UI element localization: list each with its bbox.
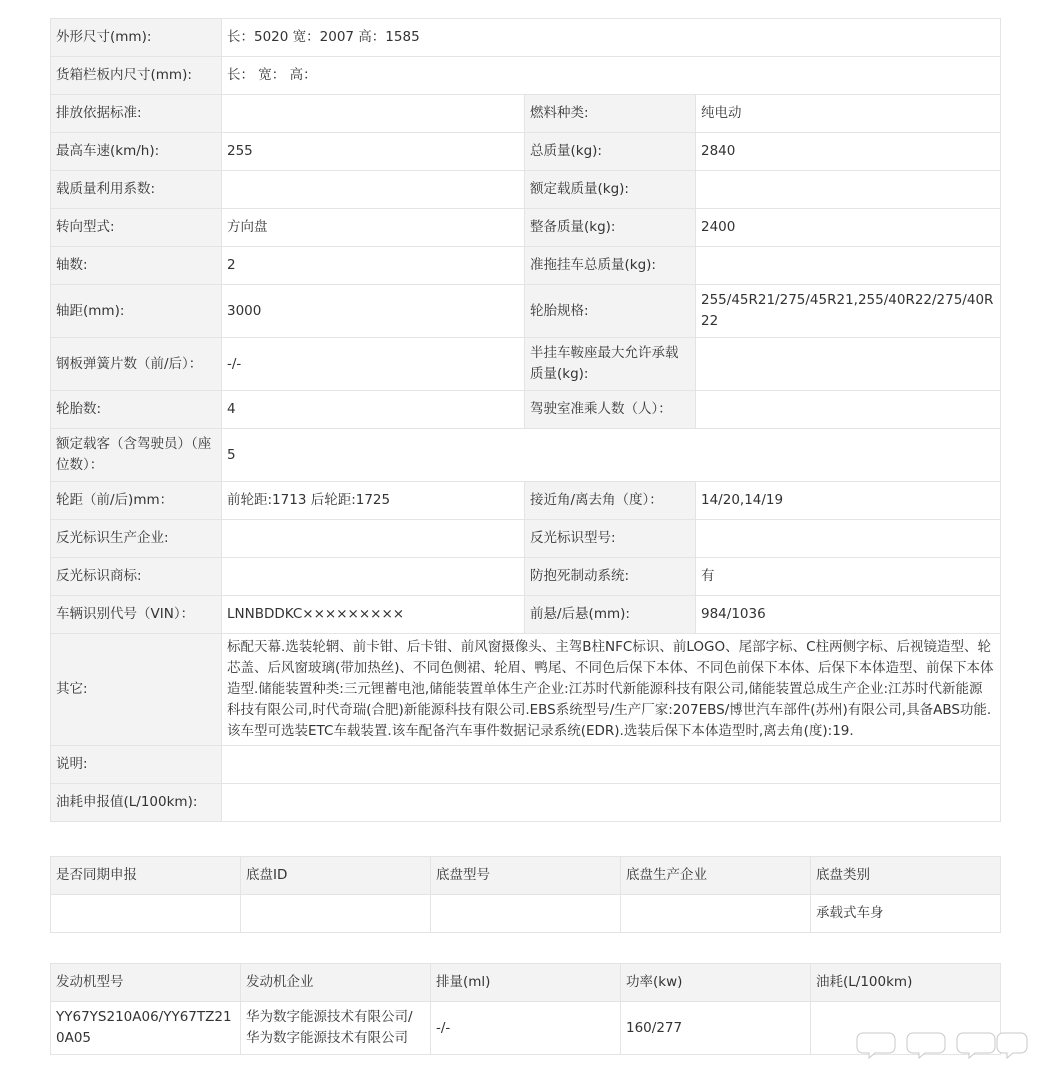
chassis-table — [50, 856, 1001, 933]
chassis-cell — [621, 895, 811, 933]
max-speed-value: 255 — [222, 133, 525, 171]
steering-value: 方向盘 — [222, 209, 525, 247]
fuel-cons-label: 油耗申报值(L/100km): — [51, 784, 222, 822]
chassis-cell — [51, 895, 241, 933]
track-value: 前轮距:1713 后轮距:1725 — [222, 482, 525, 520]
spec-row — [51, 171, 1001, 209]
spec-row — [51, 209, 1001, 247]
overhang-value: 984/1036 — [696, 596, 1001, 634]
max-speed-label: 最高车速(km/h): — [51, 133, 222, 171]
chassis-cell: 承载式车身 — [811, 895, 1001, 933]
refl-model-label: 反光标识型号: — [525, 520, 696, 558]
rated-pass-label: 额定载客（含驾驶员）（座位数）： — [51, 429, 222, 482]
chassis-header-cell: 底盘型号 — [431, 857, 621, 895]
refl-brand-label: 反光标识商标: — [51, 558, 222, 596]
spec-row — [51, 482, 1001, 520]
abs-value: 有 — [696, 558, 1001, 596]
emission-std-label: 排放依据标准: — [51, 95, 222, 133]
tire-count-label: 轮胎数: — [51, 391, 222, 429]
rated-pass-value: 5 — [222, 429, 1001, 482]
abs-label: 防抱死制动系统: — [525, 558, 696, 596]
emission-std-value — [222, 95, 525, 133]
angles-value: 14/20,14/19 — [696, 482, 1001, 520]
chassis-header-cell: 底盘类别 — [811, 857, 1001, 895]
refl-maker-label: 反光标识生产企业: — [51, 520, 222, 558]
spec-row — [51, 133, 1001, 171]
total-mass-label: 总质量(kg): — [525, 133, 696, 171]
spec-row — [51, 520, 1001, 558]
rated-load-value — [696, 171, 1001, 209]
leaf-springs-value: -/- — [222, 338, 525, 391]
total-mass-value: 2840 — [696, 133, 1001, 171]
table-row — [51, 895, 1001, 933]
curb-mass-label: 整备质量(kg): — [525, 209, 696, 247]
steering-label: 转向型式: — [51, 209, 222, 247]
dimensions-value: 长：5020 宽：2007 高：1585 — [222, 19, 1001, 57]
watermark-icon — [853, 1027, 1033, 1061]
cargo-dims-value: 长： 宽： 高： — [222, 57, 1001, 95]
spec-row — [51, 95, 1001, 133]
spec-row — [51, 285, 1001, 338]
refl-maker-value — [222, 520, 525, 558]
leaf-springs-label: 钢板弹簧片数（前/后）： — [51, 338, 222, 391]
engine-header-cell: 油耗(L/100km) — [811, 964, 1001, 1002]
saddle-load-value — [696, 338, 1001, 391]
spec-row — [51, 429, 1001, 482]
engine-header-cell: 发动机型号 — [51, 964, 241, 1002]
chassis-header-cell: 是否同期申报 — [51, 857, 241, 895]
saddle-load-label: 半挂车鞍座最大允许承载质量(kg): — [525, 338, 696, 391]
angles-label: 接近角/离去角（度）： — [525, 482, 696, 520]
wheelbase-value: 3000 — [222, 285, 525, 338]
spec-row-cargo-dims — [51, 57, 1001, 95]
rated-load-label: 额定载质量(kg): — [525, 171, 696, 209]
spec-row-fuel-cons — [51, 784, 1001, 822]
tire-spec-label: 轮胎规格: — [525, 285, 696, 338]
refl-model-value — [696, 520, 1001, 558]
dimensions-label: 外形尺寸(mm): — [51, 19, 222, 57]
engine-cell: 160/277 — [621, 1002, 811, 1055]
tire-spec-value: 255/45R21/275/45R21,255/40R22/275/40R22 — [696, 285, 1001, 338]
chassis-cell — [431, 895, 621, 933]
trailer-mass-label: 准拖挂车总质量(kg): — [525, 247, 696, 285]
load-util-label: 载质量利用系数: — [51, 171, 222, 209]
other-label: 其它: — [51, 634, 222, 746]
axles-label: 轴数: — [51, 247, 222, 285]
chassis-header-cell: 底盘ID — [241, 857, 431, 895]
vin-value: LNNBDDKC××××××××× — [222, 596, 525, 634]
notes-label: 说明: — [51, 746, 222, 784]
spec-row-notes — [51, 746, 1001, 784]
spec-row — [51, 558, 1001, 596]
spec-row-other — [51, 634, 1001, 746]
engine-cell: -/- — [431, 1002, 621, 1055]
vin-label: 车辆识别代号（VIN）： — [51, 596, 222, 634]
other-value: 标配天幕.选装轮辋、前卡钳、后卡钳、前风窗摄像头、主驾B柱NFC标识、前LOGO、尾部字标、C柱两侧字标、后视镜造型、轮芯盖、后风窗玻璃(带加热丝)、不同色侧裙、轮眉、鸭尾、不同色后保下本体、不同色前保下本体、后保下本体造型、前保下本体造型.储能装置种类:三元锂蓄电池,储能装置单体生产企业:江苏时代新能源科技有限公司,储能装置总成生产企业:江苏时代新能源科技有限公司,时代奇瑞(合肥)新能源科技有限公司.EBS系统型号/生产厂家:207EBS/博世汽车部件(苏州)有限公司,具备ABS功能.该车型可选装ETC车载装置.该车配备汽车事件数据记录系统(EDR).选装后保下本体造型时,离去角(度):19. — [222, 634, 1001, 746]
overhang-label: 前悬/后悬(mm): — [525, 596, 696, 634]
engine-cell: YY67YS210A06/YY67TZ210A05 — [51, 1002, 241, 1055]
fuel-type-value: 纯电动 — [696, 95, 1001, 133]
trailer-mass-value — [696, 247, 1001, 285]
chassis-header-row — [51, 857, 1001, 895]
engine-header-row — [51, 964, 1001, 1002]
spec-row — [51, 391, 1001, 429]
notes-value — [222, 746, 1001, 784]
fuel-type-label: 燃料种类: — [525, 95, 696, 133]
spec-row — [51, 596, 1001, 634]
wheelbase-label: 轴距(mm): — [51, 285, 222, 338]
load-util-value — [222, 171, 525, 209]
cab-seats-value — [696, 391, 1001, 429]
engine-header-cell: 排量(ml) — [431, 964, 621, 1002]
vehicle-spec-table — [50, 18, 1001, 822]
spec-row — [51, 247, 1001, 285]
chassis-cell — [241, 895, 431, 933]
engine-cell: 华为数字能源技术有限公司/华为数字能源技术有限公司 — [241, 1002, 431, 1055]
track-label: 轮距（前/后)mm： — [51, 482, 222, 520]
chassis-header-cell: 底盘生产企业 — [621, 857, 811, 895]
tire-count-value: 4 — [222, 391, 525, 429]
cab-seats-label: 驾驶室准乘人数（人）： — [525, 391, 696, 429]
refl-brand-value — [222, 558, 525, 596]
cargo-dims-label: 货箱栏板内尺寸(mm): — [51, 57, 222, 95]
engine-header-cell: 发动机企业 — [241, 964, 431, 1002]
fuel-cons-value — [222, 784, 1001, 822]
axles-value: 2 — [222, 247, 525, 285]
engine-header-cell: 功率(kw) — [621, 964, 811, 1002]
spec-row — [51, 338, 1001, 391]
spec-row-dimensions — [51, 19, 1001, 57]
curb-mass-value: 2400 — [696, 209, 1001, 247]
